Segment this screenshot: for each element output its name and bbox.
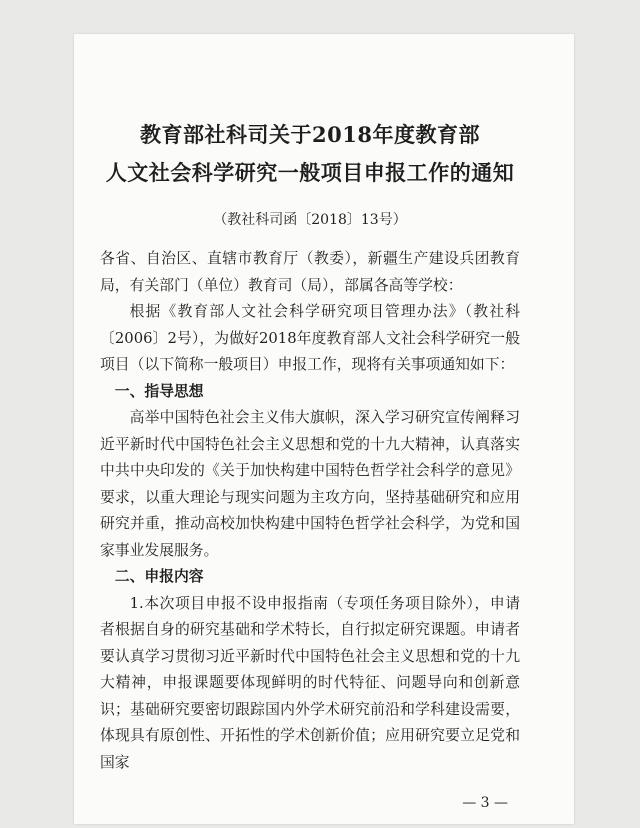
title-line-2: 人文社会科学研究一般项目申报工作的通知 bbox=[105, 160, 515, 185]
section-paragraph: 高举中国特色社会主义伟大旗帜，深入学习研究宣传阐释习近平新时代中国特色社会主义思想和党的十九大精神，认真落实中共中央印发的《关于加快构建中国特色哲学社会科学的意见》要求，以重大理论与现实问题为主攻方向，坚持基础研究和应用研究并重，推动高校加快构建中国特色哲学社会科学，为党和国家事业发展服务。 bbox=[100, 409, 520, 559]
addressee: 各省、自治区、直辖市教育厅（教委），新疆生产建设兵团教育局，有关部门（单位）教育司（局），部属各高等学校： bbox=[100, 250, 520, 294]
section-paragraph: 1.本次项目申报不设申报指南（专项任务项目除外），申请者根据自身的研究基础和学术特长，自行拟定研究课题。申请者要认真学习贯彻习近平新时代中国特色社会主义思想和党的十九大精神，申报课题要体现鲜明的时代特征、问题导向和创新意识；基础研究要密切跟踪国内外学术研究前沿和学科建设需要，体现具有原创性、开拓性的学术创新价值；应用研究要立足党和国家 bbox=[100, 594, 520, 771]
title-line-1: 教育部社科司关于2018年度教育部 bbox=[140, 122, 480, 147]
document-number: （教社科司函〔2018〕13号） bbox=[213, 212, 407, 228]
page-number: — 3 — bbox=[462, 795, 508, 811]
document-title bbox=[100, 116, 520, 192]
section-heading: 一、指导思想 bbox=[114, 382, 204, 400]
intro-paragraph: 根据《教育部人文社会科学研究项目管理办法》（教社科〔2006〕2号），为做好2018年度教育部人文社会科学研究一般项目（以下简称一般项目）申报工作，现将有关事项通知如下： bbox=[100, 303, 520, 373]
document-content bbox=[100, 116, 520, 776]
section-heading: 二、申报内容 bbox=[114, 568, 204, 585]
